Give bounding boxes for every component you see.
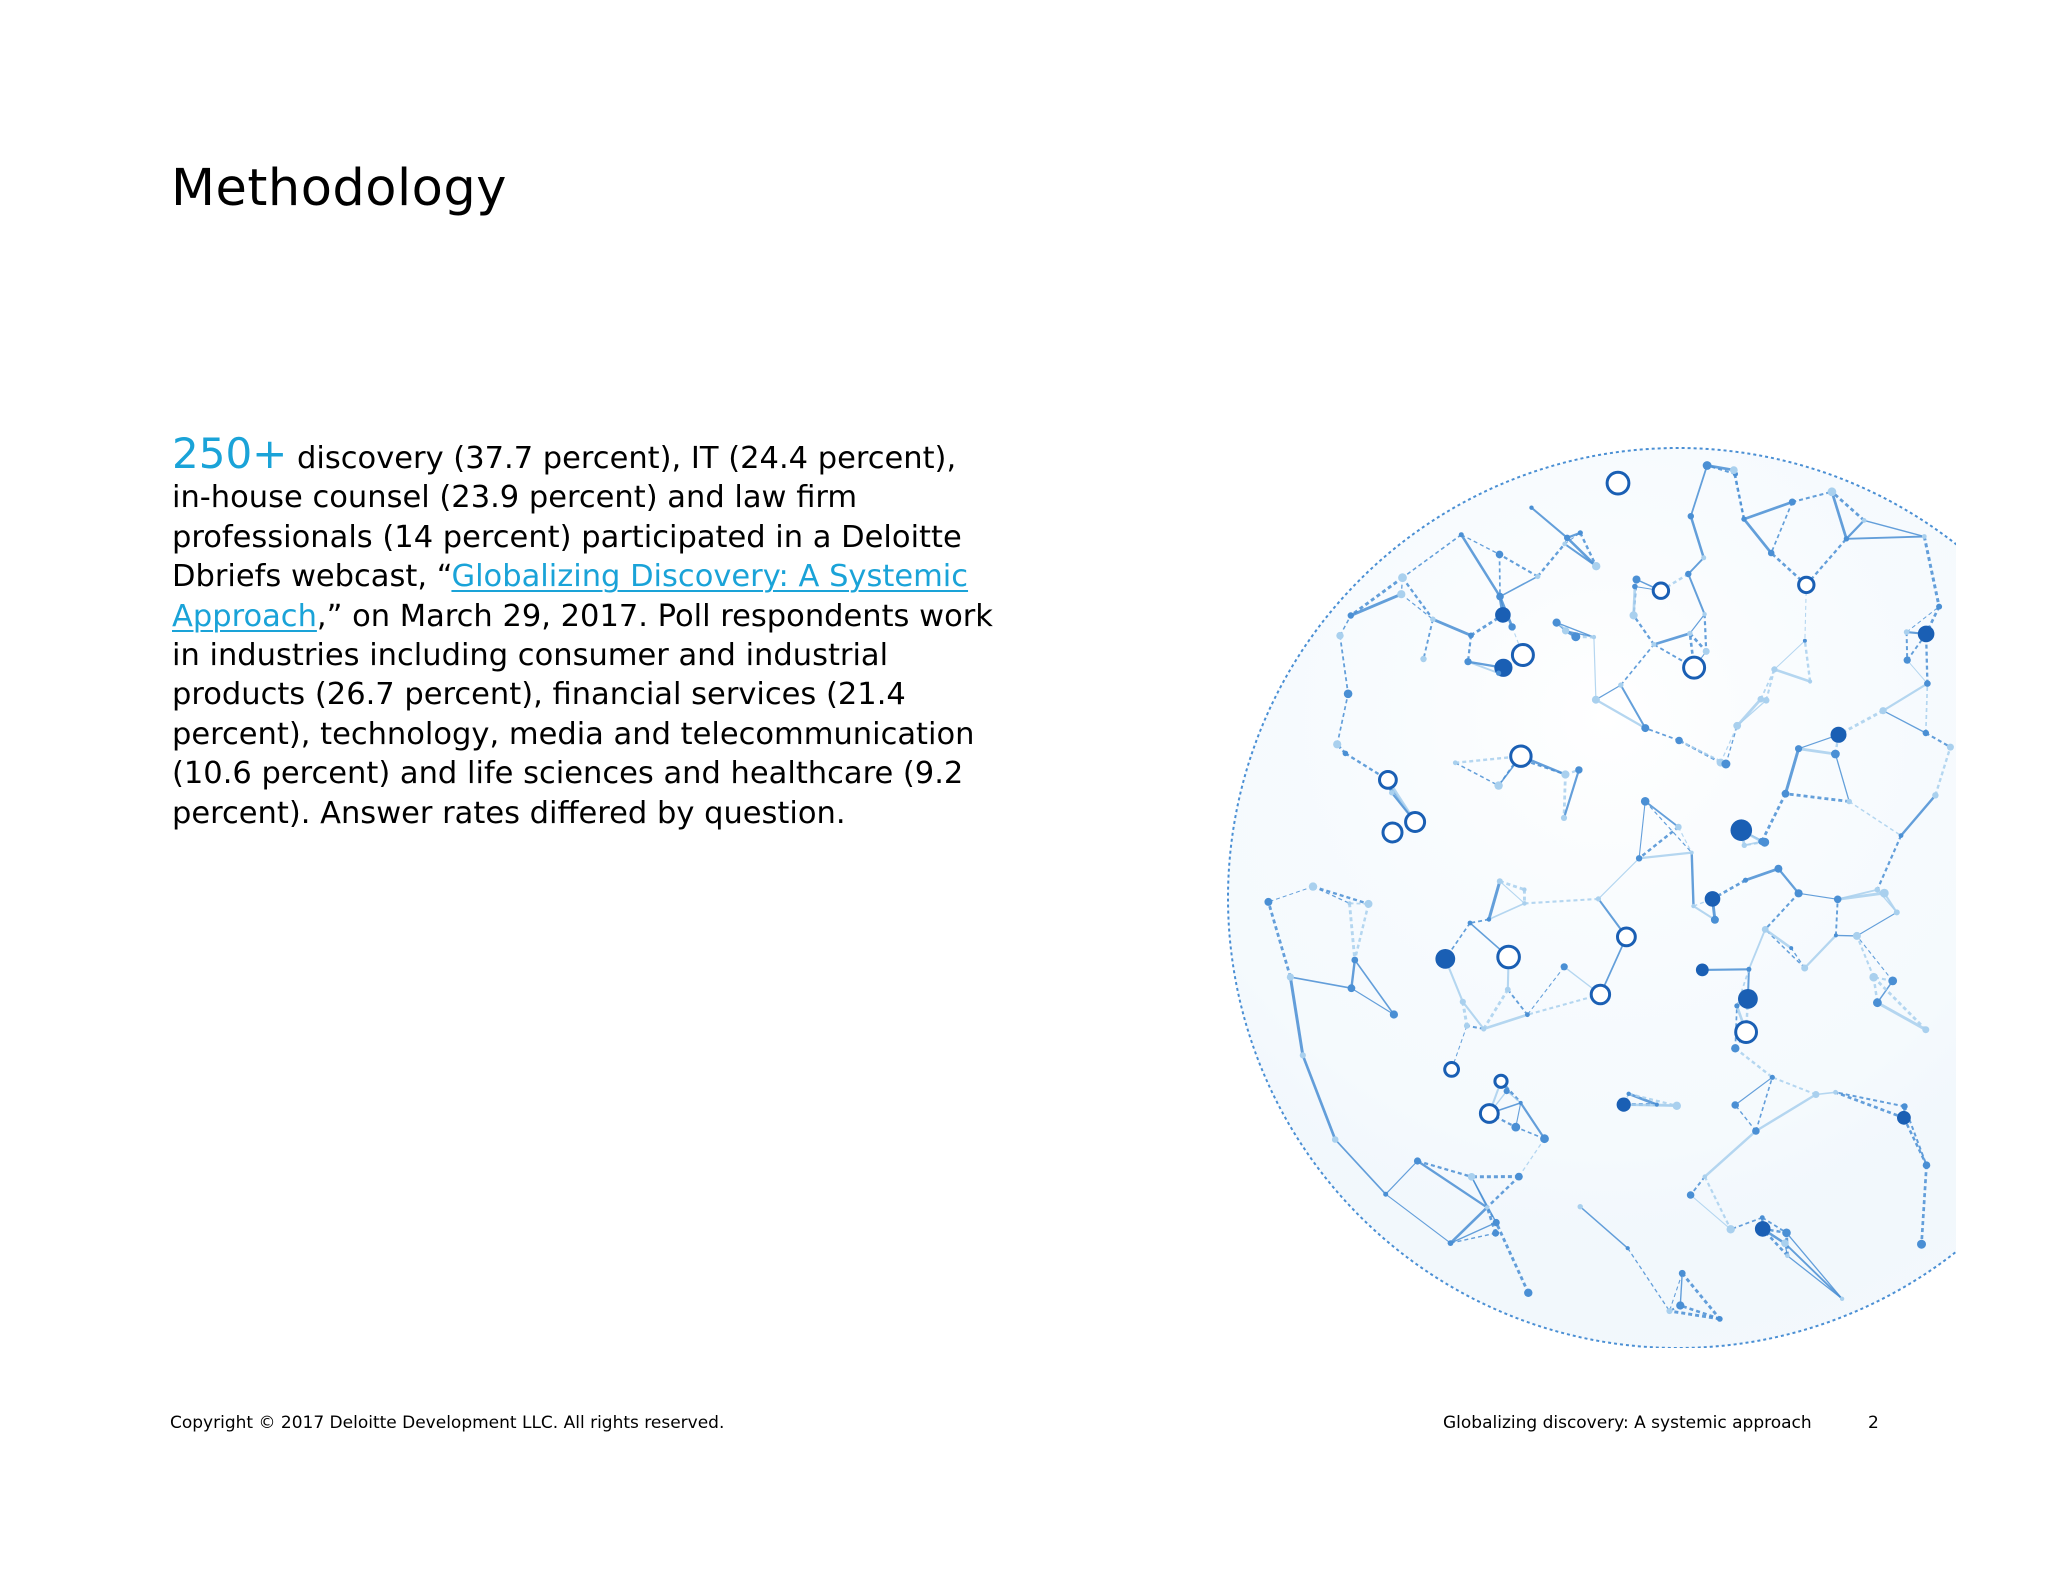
network-globe-image xyxy=(1226,438,1956,1348)
globe-node xyxy=(1770,1075,1775,1080)
globe-node xyxy=(1626,1246,1630,1250)
globe-node xyxy=(1398,573,1407,582)
globe-node xyxy=(1738,989,1758,1009)
globe-node xyxy=(1880,889,1889,898)
globe-node xyxy=(1785,1253,1790,1258)
globe-node xyxy=(1703,1174,1708,1179)
globe-node xyxy=(1578,530,1583,535)
globe-node xyxy=(1480,1105,1498,1123)
globe-node xyxy=(1468,633,1474,639)
globe-node xyxy=(1676,1301,1684,1309)
globe-node xyxy=(1897,1111,1911,1125)
globe-node xyxy=(1406,813,1425,832)
globe-node xyxy=(1344,690,1353,699)
globe-node xyxy=(1717,1316,1723,1322)
globe-node xyxy=(1496,671,1501,676)
globe-node xyxy=(1771,666,1777,672)
globe-node xyxy=(1592,696,1600,704)
globe-node xyxy=(1493,1219,1500,1226)
globe-node xyxy=(1862,518,1867,523)
globe-node xyxy=(1844,536,1849,541)
globe-node xyxy=(1519,1101,1523,1105)
globe-node xyxy=(1336,632,1343,639)
globe-node xyxy=(1734,1003,1739,1008)
globe-node xyxy=(1487,917,1492,922)
globe-node xyxy=(1383,1192,1388,1197)
globe-node xyxy=(1553,619,1561,627)
footer-document-title: Globalizing discovery: A systemic approach xyxy=(1443,1413,1812,1433)
globe-node xyxy=(1460,999,1466,1005)
globe-node xyxy=(1617,1098,1631,1112)
globe-node xyxy=(1741,516,1746,521)
globe-node xyxy=(1481,1026,1486,1031)
globe-node xyxy=(1287,974,1294,981)
globe-node xyxy=(1774,865,1782,873)
globe-node xyxy=(1799,577,1814,592)
globe-node xyxy=(1731,819,1753,841)
globe-node xyxy=(1496,593,1504,601)
globe-node xyxy=(1495,1075,1507,1087)
globe-node xyxy=(1812,1091,1819,1098)
globe-node xyxy=(1453,760,1458,765)
globe-node xyxy=(1389,790,1394,795)
globe-node xyxy=(1390,1010,1398,1018)
globe-node xyxy=(1508,623,1515,630)
globe-node xyxy=(1529,506,1533,510)
globe-node xyxy=(1522,887,1526,891)
globe-node xyxy=(1636,855,1642,861)
globe-edge xyxy=(1702,969,1749,970)
globe-node xyxy=(1880,707,1887,714)
globe-node xyxy=(1435,949,1455,969)
globe-node xyxy=(1923,1161,1931,1169)
globe-node xyxy=(1743,878,1748,883)
globe-node xyxy=(1947,744,1954,751)
globe-node xyxy=(1758,838,1765,845)
globe-node xyxy=(1834,896,1842,904)
globe-node xyxy=(1632,584,1638,590)
globe-node xyxy=(1571,632,1580,641)
globe-node xyxy=(1515,1173,1523,1181)
globe-node xyxy=(1731,1101,1739,1109)
globe-node xyxy=(1511,746,1531,766)
globe-node xyxy=(1524,1289,1532,1297)
globe-node xyxy=(1691,904,1695,908)
globe-node xyxy=(1448,1240,1454,1246)
globe-node xyxy=(1701,555,1706,560)
globe-node xyxy=(1795,745,1802,752)
globe-node xyxy=(1333,740,1341,748)
globe-node xyxy=(1688,513,1694,519)
globe-node xyxy=(1562,542,1567,547)
footer-page-number: 2 xyxy=(1868,1413,1879,1433)
methodology-paragraph xyxy=(172,429,1002,833)
globe-node xyxy=(1591,985,1609,1003)
globe-node xyxy=(1746,967,1751,972)
globe-node xyxy=(1730,466,1738,474)
network-globe-icon xyxy=(1226,438,1956,1348)
globe-node xyxy=(1641,724,1649,732)
globe-node xyxy=(1561,963,1568,970)
globe-node xyxy=(1687,1191,1695,1199)
globe-node xyxy=(1380,772,1397,789)
globe-node xyxy=(1592,635,1596,639)
globe-node xyxy=(1840,1297,1844,1301)
globe-node xyxy=(1789,499,1796,506)
globe-node xyxy=(1782,790,1790,798)
globe-node xyxy=(1922,534,1927,539)
globe-node xyxy=(1562,627,1569,634)
globe-node xyxy=(1760,1215,1765,1220)
globe-node xyxy=(1561,815,1567,821)
globe-node xyxy=(1755,1221,1771,1237)
globe-node xyxy=(1468,921,1473,926)
globe-node xyxy=(1485,1205,1489,1209)
globe-edge xyxy=(1624,1105,1677,1106)
globe-node xyxy=(1627,1092,1631,1096)
globe-node xyxy=(1575,766,1582,773)
globe-node xyxy=(1702,612,1706,616)
globe-node xyxy=(1540,1134,1549,1143)
globe-node xyxy=(1742,843,1747,848)
globe-node xyxy=(1782,1229,1791,1238)
globe-node xyxy=(1721,760,1730,769)
globe-node xyxy=(1918,626,1935,643)
globe-node xyxy=(1464,658,1471,665)
globe-node xyxy=(1264,898,1272,906)
globe-node xyxy=(1564,535,1570,541)
globe-node xyxy=(1733,722,1741,730)
globe-node xyxy=(1397,590,1405,598)
globe-node xyxy=(1888,977,1897,986)
globe-node xyxy=(1684,657,1705,678)
globe-node xyxy=(1498,946,1520,968)
globe-node xyxy=(1468,1173,1476,1181)
globe-node xyxy=(1904,657,1911,664)
globe-node xyxy=(1348,984,1356,992)
paragraph-text-after-link: ,” on March 29, 2017. Poll respondents work in industries including consumer and industrial products (26.7 percent), financial services (21.4 percent), technology, media and telecommunication (10.6 percent) and life sciences and healthcare (9.2 percent). Answer rates differed by question. xyxy=(172,598,993,831)
globe-node xyxy=(1651,642,1656,647)
globe-node xyxy=(1592,562,1600,570)
globe-node xyxy=(1936,604,1942,610)
globe-node xyxy=(1618,928,1636,946)
globe-node xyxy=(1894,909,1900,915)
globe-node xyxy=(1808,679,1812,683)
globe-node xyxy=(1414,1157,1421,1164)
globe-node xyxy=(1736,1022,1757,1043)
globe-node xyxy=(1505,987,1511,993)
globe-node xyxy=(1846,799,1852,805)
globe-node xyxy=(1512,645,1533,666)
globe-node xyxy=(1596,896,1601,901)
globe-node xyxy=(1496,551,1504,559)
globe-node xyxy=(1655,1103,1659,1107)
globe-node xyxy=(1768,550,1775,557)
globe-node xyxy=(1711,916,1719,924)
globe-node xyxy=(1833,1090,1838,1095)
globe-node xyxy=(1703,648,1710,655)
globe-node xyxy=(1696,964,1709,977)
globe-node xyxy=(1365,900,1373,908)
globe-node xyxy=(1932,792,1938,798)
globe-node xyxy=(1511,1123,1520,1132)
globe-node xyxy=(1492,1230,1499,1237)
globe-node xyxy=(1917,1240,1926,1249)
globe-node xyxy=(1828,487,1837,496)
globe-node xyxy=(1675,824,1682,831)
globe-node xyxy=(1675,737,1683,745)
globe-node xyxy=(1347,901,1351,905)
globe-node xyxy=(1731,1044,1739,1052)
globe-node xyxy=(1834,933,1838,937)
globe-node xyxy=(1922,1026,1929,1033)
globe-node xyxy=(1875,887,1881,893)
globe-node xyxy=(1831,750,1840,759)
globe-node xyxy=(1781,1240,1789,1248)
globe-node xyxy=(1673,1102,1681,1110)
globe-node xyxy=(1430,617,1436,623)
webcast-link[interactable]: Globalizing Discovery: A Systemic Approach xyxy=(172,559,969,634)
stat-number: 250+ xyxy=(172,429,288,478)
globe-node xyxy=(1869,973,1878,982)
globe-node xyxy=(1703,461,1712,470)
globe-node xyxy=(1522,901,1527,906)
globe-node xyxy=(1445,1063,1459,1077)
globe-node xyxy=(1923,730,1929,736)
globe-node xyxy=(1561,770,1569,778)
globe-node xyxy=(1459,532,1464,537)
globe-node xyxy=(1904,629,1910,635)
globe-node xyxy=(1343,751,1349,757)
globe-node xyxy=(1679,1270,1686,1277)
globe-node xyxy=(1653,583,1668,598)
globe-node xyxy=(1873,998,1882,1007)
globe-node xyxy=(1300,1052,1306,1058)
page-title: Methodology xyxy=(171,159,507,218)
globe-node xyxy=(1494,781,1502,789)
globe-node xyxy=(1633,576,1641,584)
globe-node xyxy=(1332,1136,1339,1143)
globe-node xyxy=(1351,957,1358,964)
footer-copyright: Copyright © 2017 Deloitte Development LLC. All rights reserved. xyxy=(170,1413,725,1433)
globe-node xyxy=(1535,574,1540,579)
globe-node xyxy=(1803,639,1807,643)
globe-node xyxy=(1831,727,1847,743)
globe-node xyxy=(1641,797,1650,806)
globe-node xyxy=(1525,1012,1530,1017)
globe-node xyxy=(1495,607,1511,623)
globe-node xyxy=(1383,823,1402,842)
globe-node xyxy=(1853,932,1861,940)
globe-node xyxy=(1618,682,1623,687)
globe-node xyxy=(1504,1088,1510,1094)
globe-node xyxy=(1464,1023,1470,1029)
globe-node xyxy=(1795,889,1803,897)
globe-node xyxy=(1578,1204,1583,1209)
globe-node xyxy=(1607,472,1629,494)
globe-node xyxy=(1630,611,1638,619)
paragraph-text-before-link: discovery (37.7 percent), IT (24.4 percent), in-house counsel (23.9 percent) and law firm professionals (14 percent) participated in a Deloitte Dbriefs webcast, “ xyxy=(172,441,962,595)
globe-node xyxy=(1685,571,1691,577)
globe-node xyxy=(1687,631,1692,636)
globe-node xyxy=(1789,946,1793,950)
globe-node xyxy=(1497,878,1503,884)
globe-edge xyxy=(1634,587,1635,616)
globe-node xyxy=(1705,891,1721,907)
globe-node xyxy=(1727,1225,1735,1233)
globe-node xyxy=(1752,1127,1760,1135)
globe-node xyxy=(1690,851,1694,855)
globe-node xyxy=(1666,1308,1672,1314)
globe-node xyxy=(1924,680,1931,687)
globe-node xyxy=(1901,1103,1907,1109)
globe-node xyxy=(1801,965,1808,972)
globe-node xyxy=(1762,926,1769,933)
globe-node xyxy=(1309,882,1317,890)
globe-node xyxy=(1758,696,1765,703)
globe-node xyxy=(1420,656,1426,662)
globe-node xyxy=(1348,612,1354,618)
globe-node xyxy=(1899,833,1904,838)
